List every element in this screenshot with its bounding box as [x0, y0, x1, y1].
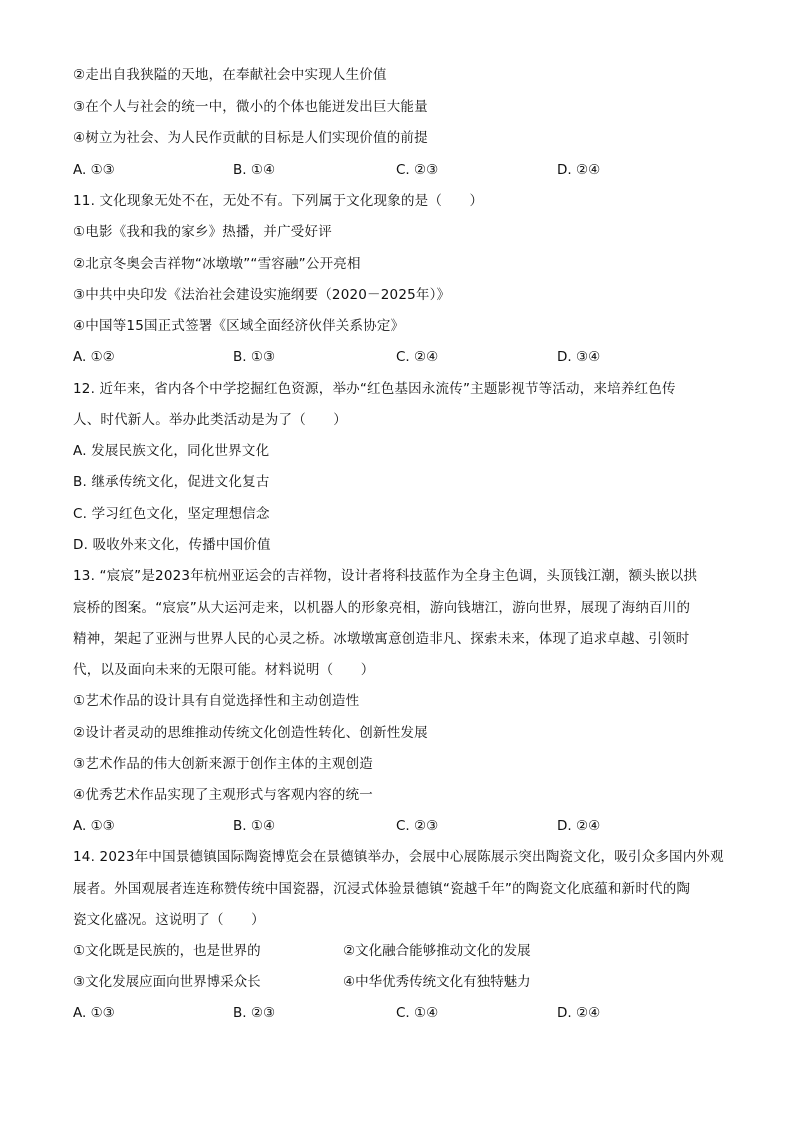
q11-option-d: D. ③④	[557, 349, 601, 365]
q12-choice-c: C. 学习红色文化，坚定理想信念	[73, 506, 270, 522]
q14-stem-line-3: 瓷文化盛况。这说明了（ ）	[73, 912, 265, 928]
q14-statement-4: ④中华优秀传统文化有独特魅力	[343, 974, 531, 990]
q14-stem-line-1: 14. 2023年中国景德镇国际陶瓷博览会在景德镇举办，会展中心展陈展示突出陶瓷文化，吸引众多国内外观	[73, 849, 724, 865]
q13-statement-3: ③艺术作品的伟大创新来源于创作主体的主观创造	[73, 756, 374, 772]
q13-stem-line-4: 代，以及面向未来的无限可能。材料说明（ ）	[73, 662, 375, 678]
q12-choice-b: B. 继承传统文化，促进文化复古	[73, 474, 270, 490]
q14-option-d: D. ②④	[557, 1005, 601, 1021]
q13-option-a: A. ①③	[73, 818, 115, 834]
q13-option-b: B. ①④	[233, 818, 276, 834]
q11-statement-3: ③中共中央印发《法治社会建设实施纲要（2020－2025年）》	[73, 287, 451, 303]
q13-stem-line-2: 宸桥的图案。“宸宸”从大运河走来，以机器人的形象亮相，游向钱塘江，游向世界，展现了海纳百川的	[73, 600, 691, 616]
q14-option-b: B. ②③	[233, 1005, 276, 1021]
q11-stem: 11. 文化现象无处不在，无处不有。下列属于文化现象的是（ ）	[73, 193, 484, 209]
q14-option-c: C. ①④	[396, 1005, 439, 1021]
q11-statement-4: ④中国等15国正式签署《区域全面经济伙伴关系协定》	[73, 318, 405, 334]
q13-option-d: D. ②④	[557, 818, 601, 834]
q14-statement-3: ③文化发展应面向世界博采众长	[73, 974, 261, 990]
q10-option-b: B. ①④	[233, 162, 276, 178]
q13-statement-1: ①艺术作品的设计具有自觉选择性和主动创造性	[73, 693, 360, 709]
q10-option-d: D. ②④	[557, 162, 601, 178]
q11-option-b: B. ①③	[233, 349, 276, 365]
q10-option-c: C. ②③	[396, 162, 439, 178]
q11-option-c: C. ②④	[396, 349, 439, 365]
q14-option-a: A. ①③	[73, 1005, 115, 1021]
q12-choice-a: A. 发展民族文化，同化世界文化	[73, 443, 270, 459]
q12-stem-line-2: 人、时代新人。举办此类活动是为了（ ）	[73, 412, 347, 428]
q11-option-a: A. ①②	[73, 349, 115, 365]
q14-statement-2: ②文化融合能够推动文化的发展	[343, 943, 531, 959]
q10-statement-2: ②走出自我狭隘的天地，在奉献社会中实现人生价值	[73, 67, 387, 83]
q13-statement-2: ②设计者灵动的思维推动传统文化创造性转化、创新性发展	[73, 725, 428, 741]
q14-stem-line-2: 展者。外国观展者连连称赞传统中国瓷器，沉浸式体验景德镇“瓷越千年”的陶瓷文化底蕴和新时代的陶	[73, 881, 691, 897]
q14-statement-1: ①文化既是民族的，也是世界的	[73, 943, 261, 959]
q10-statement-4: ④树立为社会、为人民作贡献的目标是人们实现价值的前提	[73, 130, 428, 146]
q10-statement-3: ③在个人与社会的统一中，微小的个体也能迸发出巨大能量	[73, 99, 428, 115]
q13-statement-4: ④优秀艺术作品实现了主观形式与客观内容的统一	[73, 787, 374, 803]
q10-option-a: A. ①③	[73, 162, 115, 178]
q11-statement-1: ①电影《我和我的家乡》热播，并广受好评	[73, 224, 332, 240]
q11-statement-2: ②北京冬奥会吉祥物“冰墩墩”“雪容融”公开亮相	[73, 256, 361, 272]
q13-option-c: C. ②③	[396, 818, 439, 834]
q13-stem-line-1: 13. “宸宸”是2023年杭州亚运会的吉祥物，设计者将科技蓝作为全身主色调，头顶钱江潮，额头嵌以拱	[73, 568, 698, 584]
q13-stem-line-3: 精神，架起了亚洲与世界人民的心灵之桥。冰墩墩寓意创造非凡、探索未来，体现了追求卓越、引领时	[73, 631, 690, 647]
q12-stem-line-1: 12. 近年来，省内各个中学挖掘红色资源，举办“红色基因永流传”主题影视节等活动，来培养红色传	[73, 381, 676, 397]
q12-choice-d: D. 吸收外来文化，传播中国价值	[73, 537, 271, 553]
